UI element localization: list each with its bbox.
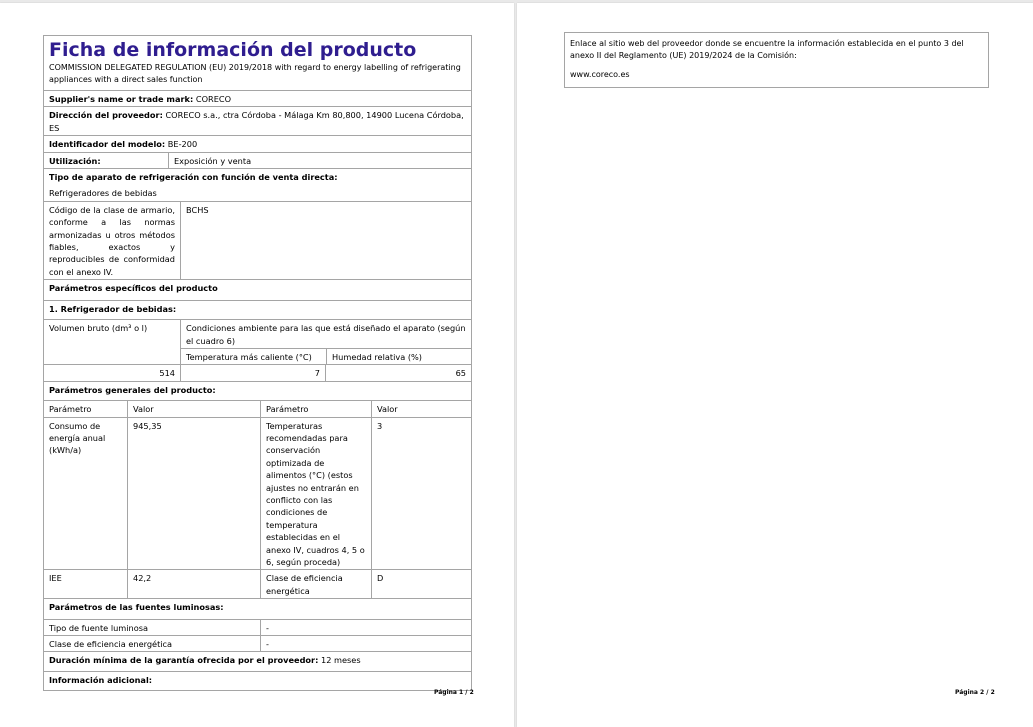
model-value: BE-200 [167, 139, 198, 150]
supplier-website-url[interactable]: www.coreco.es [570, 70, 630, 79]
title-row [44, 36, 471, 91]
light-type-value: - [260, 620, 471, 635]
efficiency-class-label: Clase de eficiencia energética [260, 570, 371, 598]
general-params-header [44, 401, 471, 417]
model-label: Identificador del modelo: [49, 139, 166, 150]
warranty-value: 12 meses [320, 655, 361, 666]
recommended-temps-value: 3 [371, 418, 471, 570]
supplier-website-text: Enlace al sitio web del proveedor donde se encuentre la información establecida en el punto 3 del anexo II del Reglamento (UE) 2019/2024 de la Comisión: [570, 39, 964, 60]
supplier-website-box [564, 32, 989, 88]
warranty-row [44, 652, 471, 671]
light-type-row [44, 620, 471, 636]
additional-info-row: Información adicional: [49, 674, 153, 685]
ambient-subheader [181, 349, 471, 364]
hot-temp-value: 7 [180, 365, 325, 380]
volume-value: 514 [159, 368, 175, 379]
address-row [44, 107, 471, 136]
humidity-label: Humedad relativa (%) [326, 349, 471, 364]
type-value: Refrigeradores de bebidas [49, 188, 157, 199]
energy-label: Consumo de energía anual (kWh/a) [49, 420, 106, 456]
use-value: Exposición y venta [168, 153, 471, 168]
product-info-table [43, 35, 472, 691]
page-1 [0, 3, 514, 727]
document-title: Ficha de información del producto [49, 39, 417, 61]
beverage-fridge-heading: 1. Refrigerador de bebidas: [44, 301, 471, 320]
cabinet-row [44, 202, 471, 280]
value-col-header-2: Valor [371, 401, 471, 416]
use-row [44, 153, 471, 169]
supplier-label: Supplier's name or trade mark: [49, 94, 194, 104]
page-1-footer: Página 1 / 2 [434, 689, 474, 696]
page-2 [517, 3, 1033, 727]
model-row [44, 136, 471, 152]
cabinet-value: BCHS [180, 202, 471, 279]
use-label: Utilización: [49, 155, 101, 166]
light-params-heading: Parámetros de las fuentes luminosas: [44, 599, 471, 619]
regulation-subtitle: COMMISSION DELEGATED REGULATION (EU) 2019/2018 with regard to energy labelling of refrigerating appliances with a direct sales function [49, 63, 461, 84]
iee-value: 42,2 [127, 570, 260, 598]
general-params-heading: Parámetros generales del producto: [44, 382, 471, 401]
page-2-footer: Página 2 / 2 [955, 689, 995, 696]
hot-temp-label: Temperatura más caliente (°C) [186, 351, 312, 362]
recommended-temps-label: Temperaturas recomendadas para conservación optimizada de alimentos (°C) (estos ajustes no entrarán en conflicto con las condiciones de temperatura establecidas en el anexo IV, cuadros 4, 5 o 6, según proceda) [260, 418, 371, 570]
supplier-value: CORECO [195, 94, 232, 104]
humidity-value: 65 [325, 365, 471, 380]
energy-row [44, 418, 471, 571]
light-efficiency-label: Clase de eficiencia energética [49, 639, 173, 650]
volume-label: Volumen bruto (dm³ o l) [49, 323, 148, 334]
specific-params-heading: Parámetros específicos del producto [44, 280, 471, 300]
ambient-label: Condiciones ambiente para las que está diseñado el aparato (según el cuadro 6) [181, 320, 471, 349]
ambient-values-row [44, 365, 471, 381]
address-value: CORECO s.a., ctra Córdoba - Málaga Km 80,800, 14900 Lucena Córdoba, ES [49, 110, 464, 133]
warranty-label: Duración mínima de la garantía ofrecida por el proveedor: [49, 655, 319, 666]
iee-label: IEE [49, 573, 62, 584]
ambient-conditions-cell [180, 320, 471, 364]
address-label: Dirección del proveedor: [49, 110, 163, 121]
param-col-header: Parámetro [49, 404, 92, 415]
type-row [44, 169, 471, 202]
supplier-row [44, 91, 471, 107]
cabinet-label: Código de la clase de armario, conforme a las normas armonizadas u otros métodos fiables, exactos y reproducibles de conformidad con el anexo IV. [49, 204, 175, 277]
iee-row [44, 570, 471, 599]
param-col-header-2: Parámetro [260, 401, 371, 416]
efficiency-class-value: D [371, 570, 471, 598]
energy-value: 945,35 [127, 418, 260, 570]
light-efficiency-row [44, 636, 471, 652]
ambient-header-row [44, 320, 471, 365]
value-col-header: Valor [127, 401, 260, 416]
type-label: Tipo de aparato de refrigeración con función de venta directa: [49, 172, 338, 183]
light-efficiency-value: - [260, 636, 471, 651]
light-type-label: Tipo de fuente luminosa [49, 622, 149, 633]
